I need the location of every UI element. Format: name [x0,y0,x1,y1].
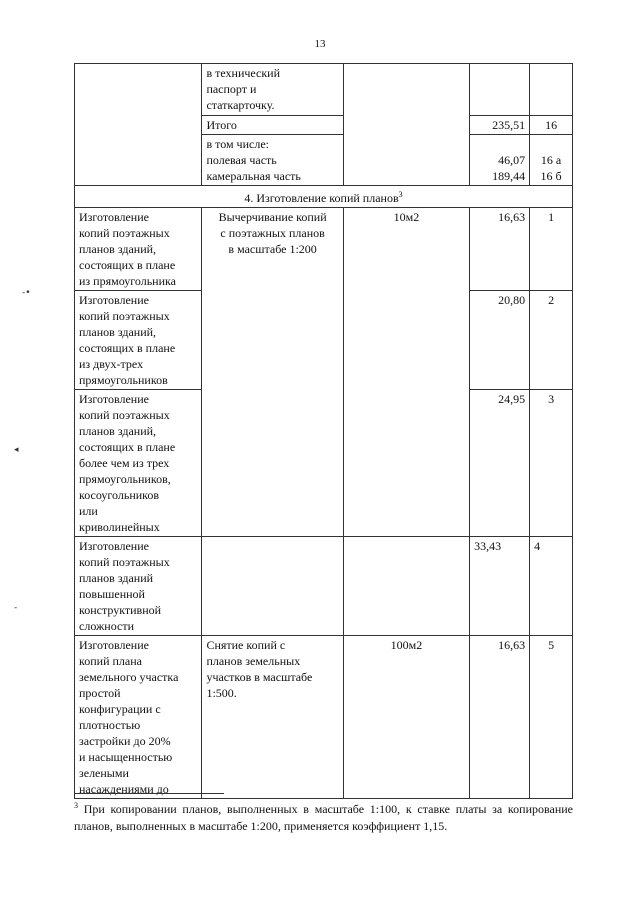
footnote [74,797,573,835]
composition-cell-b: Снятие копий с планов земельных участков в масштабе 1:500. [202,636,343,799]
rate-num: 3 [530,390,573,537]
rate-num: 5 [530,636,573,799]
breakdown-text: в том числе: полевая часть камеральная часть [202,135,343,186]
margin-mark: - [14,603,18,613]
rate-value: 20,80 [470,291,530,390]
technical-text-cell: в технический паспорт и статкарточку. [202,64,343,116]
work-description: Изготовление копий плана земельного участка простой конфигурации с плотностью застройки до 20% и насыщенностью зелеными насаждениями до [75,636,202,799]
work-description: Изготовление копий поэтажных планов зданий повышенной конструктивной сложности [75,537,202,636]
empty-work-cell [75,64,202,186]
work-description: Изготовление копий поэтажных планов зданий, состоящих в плане из двух-трех прямоугольников [75,291,202,390]
section-header-row [75,186,573,208]
page-number: 13 [314,38,326,50]
margin-mark: ◂ [14,445,19,455]
rate-value: 16,63 [470,208,530,291]
work-description: Изготовление копий поэтажных планов зданий, состоящих в плане более чем из трех прямоугольников, косоугольников или криволинейных [75,390,202,537]
unit-cell-a: 10м2 [343,208,469,537]
empty-composition-cell [202,537,343,636]
footnote-divider [74,793,224,794]
footnote-text: При копировании планов, выполненных в масштабе 1:100, к ставке платы за копирование планов, выполненных в масштабе 1:200, применяется коэффициент 1,15. [74,802,573,833]
footnote-marker: 3 [74,801,78,810]
breakdown-values: 46,07 189,44 [470,135,530,186]
margin-mark: -• [22,288,31,298]
composition-cell-a: Вычерчивание копий с поэтажных планов в масштабе 1:200 [202,208,343,537]
breakdown-nums: 16 а 16 б [530,135,573,186]
rate-value: 24,95 [470,390,530,537]
table-row [75,636,573,799]
empty-unit-cell [343,537,469,636]
table-row [75,537,573,636]
tariff-table [74,63,573,799]
section-header: 4. Изготовление копий планов$^3$ [75,186,573,208]
rate-num: 4 [530,537,573,636]
table-row [75,208,573,291]
rate-value: 33,43 [470,537,530,636]
rate-value: 16,63 [470,636,530,799]
unit-cell-b: 100м2 [343,636,469,799]
work-description: Изготовление копий поэтажных планов зданий, состоящих в плане из прямоугольника [75,208,202,291]
total-value: 235,51 [470,116,530,135]
empty-unit-cell [343,64,469,186]
total-num: 16 [530,116,573,135]
rate-num: 2 [530,291,573,390]
table-row-technical [75,64,573,116]
rate-num: 1 [530,208,573,291]
total-label: Итого [202,116,343,135]
